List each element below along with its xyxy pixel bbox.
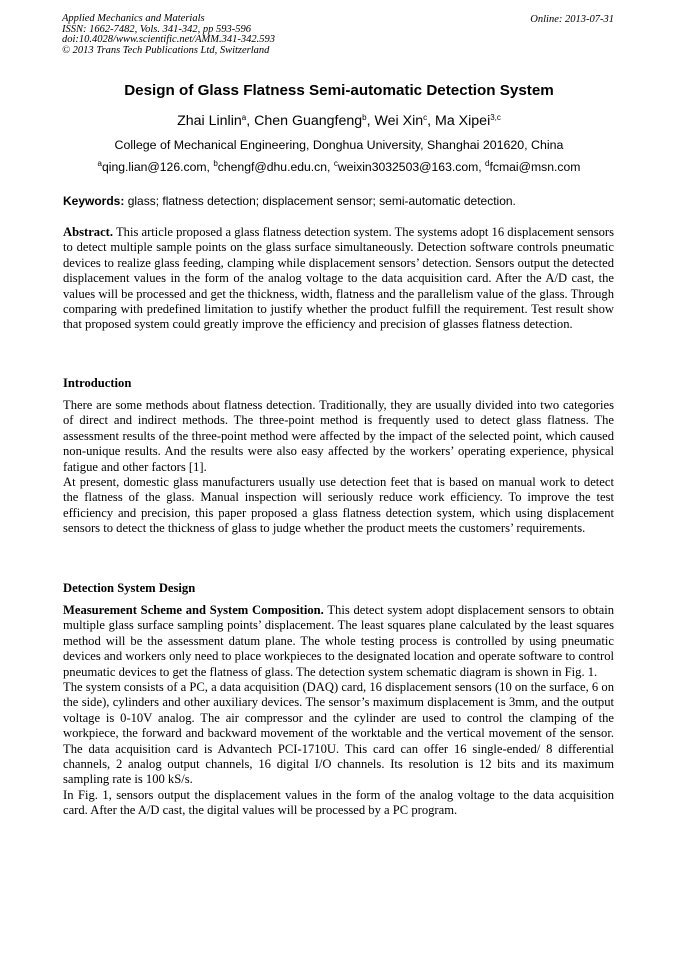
journal-name: Applied Mechanics and Materials bbox=[62, 13, 205, 24]
email-link[interactable]: qing.lian@126.com bbox=[102, 160, 207, 174]
copyright-line: © 2013 Trans Tech Publications Ltd, Switzerland bbox=[62, 44, 270, 56]
abstract-label: Abstract. bbox=[63, 225, 114, 239]
keywords-text: glass; flatness detection; displacement sensor; semi-automatic detection. bbox=[124, 194, 516, 208]
author-name: Wei Xin bbox=[374, 113, 424, 129]
author-sup: 3,c bbox=[490, 113, 501, 122]
doi-line: doi:10.4028/www.scientific.net/AMM.341-342.593 bbox=[62, 34, 275, 46]
online-date: Online: 2013-07-31 bbox=[530, 14, 614, 25]
keywords bbox=[63, 194, 615, 208]
detection-body bbox=[63, 603, 614, 819]
section-heading-detection: Detection System Design bbox=[63, 581, 196, 595]
email-sup: a bbox=[97, 159, 102, 168]
author-sup: c bbox=[423, 113, 428, 122]
paragraph: In Fig. 1, sensors output the displacement values in the form of the analog voltage to the data acquisition card. After the A/D cast, the digital values will be processed by a PC program. bbox=[63, 787, 614, 818]
email-sup: d bbox=[485, 159, 490, 168]
section-heading-introduction: Introduction bbox=[63, 376, 132, 390]
email-link[interactable]: weixin3032503@163.com bbox=[337, 160, 479, 174]
author-name: Ma Xipei bbox=[435, 113, 491, 129]
subsection-label: Measurement Scheme and System Composition. bbox=[63, 603, 324, 617]
introduction-body bbox=[63, 398, 614, 537]
author-name: Chen Guangfeng bbox=[254, 113, 363, 129]
abstract-text: This article proposed a glass flatness detection system. The systems adopt 16 displacement sensors to detect multiple sample points on the glass surface simultaneously. Detection software controls pneumatic devices to realize glass feeding, clamping while displacement sensors’ detection. Sensors output the detected displacement values in the form of the analog voltage to the data acquisition card. After the A/D cast, the values will be processed and get the thickness, width, flatness and the parallelism value of the glass. Through comparing with predefined limitation to justify whether the product fulfill the requirement. Test result show that proposed system could greatly improve the efficiency and precision of glasses flatness detection. bbox=[63, 225, 614, 332]
email-sup: b bbox=[213, 159, 218, 168]
keywords-label: Keywords: bbox=[63, 194, 125, 208]
abstract bbox=[63, 225, 614, 333]
author-list: Zhai Linlin$^a$, Chen Guangfeng$^b$, Wei Xin$^c$, Ma Xipei$^{3,c}$ bbox=[177, 113, 501, 129]
paper-title: Design of Glass Flatness Semi-automatic Detection System bbox=[124, 82, 554, 99]
paragraph: The system consists of a PC, a data acquisition (DAQ) card, 16 displacement sensors (10 on the surface, 6 on the side), cylinders and other auxiliary devices. The sensor’s maximum displacement is 3mm, and the output voltage is 0-10V analog. The air compressor and the cylinder are used to control the clamping of the workpiece, the forward and backward movement of the worktable and the vertical movement of the sensor. The data acquisition card is Advantech PCI-1710U. This card can offer 16 single-ended/ 8 differential channels, 2 analog output channels, 16 digital I/O channels. Its resolution is 12 bits and its maximum sampling rate is 100 kS/s. bbox=[63, 680, 614, 787]
author-sup: a bbox=[241, 113, 247, 122]
paragraph: This detect system adopt displacement sensors to obtain multiple glass surface sampling points’ displacement. The least squares plane calculated by the least squares method will be the assessment datum plane. The whole testing process is controlled by using pneumatic devices and workers only need to place workpieces to the designated location and operate software to control pneumatic devices to get the flatness of glass. The detection system schematic diagram is shown in Fig. 1. bbox=[63, 603, 614, 679]
email-sup: c bbox=[333, 159, 338, 168]
paragraph: There are some methods about flatness detection. Traditionally, they are usually divided into two categories of direct and indirect methods. The three-point method is frequently used to detect glass flatness. The assessment results of the three-point method were affected by the impact of the selected point, which caused non-unique results. And the results were also easy affected by the workers’ operating experience, physical fatigue and other factors [1]. bbox=[63, 398, 614, 474]
author-name: Zhai Linlin bbox=[177, 113, 242, 129]
journal-header bbox=[62, 14, 482, 56]
author-sup: b bbox=[362, 113, 367, 122]
email-list: $^a$qing.lian@126.com, $^b$chengf@dhu.edu.cn, $^c$weixin3032503@163.com, $^d$fcmai@msn.com bbox=[97, 159, 581, 174]
email-link[interactable]: chengf@dhu.edu.cn bbox=[217, 160, 328, 174]
paragraph: At present, domestic glass manufacturers usually use detection feet that is based on manual work to detect the flatness of the glass. Manual inspection will seriously reduce work efficiency. To improve the test efficiency and precision, this paper proposed a glass flatness detection system, which using displacement sensors to detect the thickness of glass to judge whether the product meets the customers’ requirements. bbox=[63, 475, 614, 536]
affiliation: College of Mechanical Engineering, Donghua University, Shanghai 201620, China bbox=[114, 138, 564, 152]
issn-line: ISSN: 1662-7482, Vols. 341-342, pp 593-596 bbox=[62, 23, 251, 35]
email-link[interactable]: fcmai@msn.com bbox=[489, 160, 581, 174]
